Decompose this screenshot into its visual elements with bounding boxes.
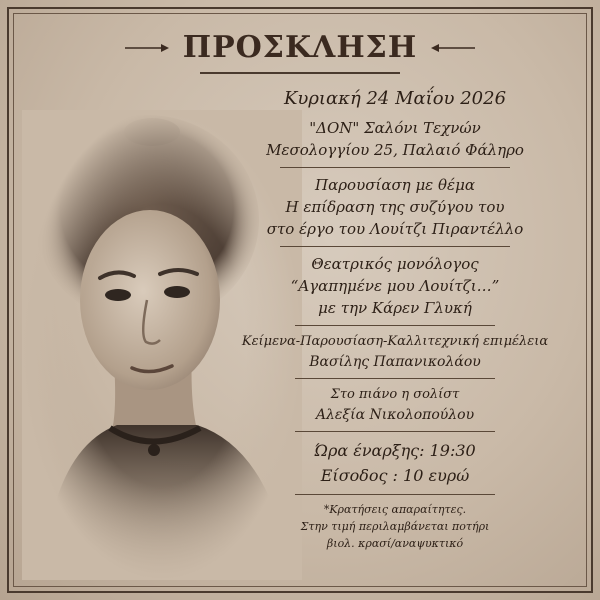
- monologue-line-3: με την Κάρεν Γλυκή: [318, 299, 472, 317]
- monologue-block: [205, 253, 585, 319]
- presentation-block: [205, 174, 585, 240]
- credits-block: [205, 332, 585, 372]
- entry-price: Είσοδος : 10 ευρώ: [320, 466, 470, 485]
- divider: [280, 167, 510, 168]
- info-block: [205, 438, 585, 488]
- monologue-line-2: “Αγαπημένε μου Λουίτζι…”: [290, 277, 500, 295]
- venue-address: Μεσολογγίου 25, Παλαιό Φάληρο: [266, 141, 524, 159]
- notes-line-3: βιολ. κρασί/αναψυκτικό: [326, 537, 464, 550]
- event-date: Κυριακή 24 Μαΐου 2026: [283, 88, 507, 109]
- flourish-left-icon: [125, 43, 169, 53]
- divider: [295, 325, 495, 326]
- venue-block: [205, 117, 585, 161]
- monologue-line-1: Θεατρικός μονόλογος: [311, 255, 479, 273]
- credits-line-1: Κείμενα-Παρουσίαση-Καλλιτεχνική επιμέλεια: [241, 334, 549, 349]
- credits-line-2: Βασίλης Παπανικολάου: [309, 354, 481, 370]
- presentation-line-3: στο έργο του Λουίτζι Πιραντέλλο: [266, 220, 524, 238]
- presentation-line-1: Παρουσίαση με θέμα: [315, 176, 475, 194]
- piano-line-1: Στο πιάνο η σολίστ: [330, 387, 460, 402]
- start-time: Ώρα έναρξης: 19:30: [314, 441, 476, 460]
- divider: [295, 494, 495, 495]
- event-details: [205, 80, 585, 552]
- notes-line-2: Στην τιμή περιλαμβάνεται ποτήρι: [300, 520, 490, 533]
- piano-line-2: Αλεξία Νικολοπούλου: [315, 407, 475, 423]
- divider: [280, 246, 510, 247]
- title-row: [0, 30, 600, 65]
- flourish-right-icon: [431, 43, 475, 53]
- presentation-line-2: Η επίδραση της συζύγου του: [285, 198, 505, 216]
- title-divider: [200, 72, 400, 74]
- venue-name: "ΔΟΝ" Σαλόνι Τεχνών: [309, 119, 481, 137]
- divider: [295, 378, 495, 379]
- notes-block: [205, 501, 585, 552]
- notes-line-1: *Κρατήσεις απαραίτητες.: [323, 503, 467, 516]
- divider: [295, 431, 495, 432]
- page-title: ΠΡΟΣΚΛΗΣΗ: [182, 30, 418, 65]
- piano-block: [205, 385, 585, 425]
